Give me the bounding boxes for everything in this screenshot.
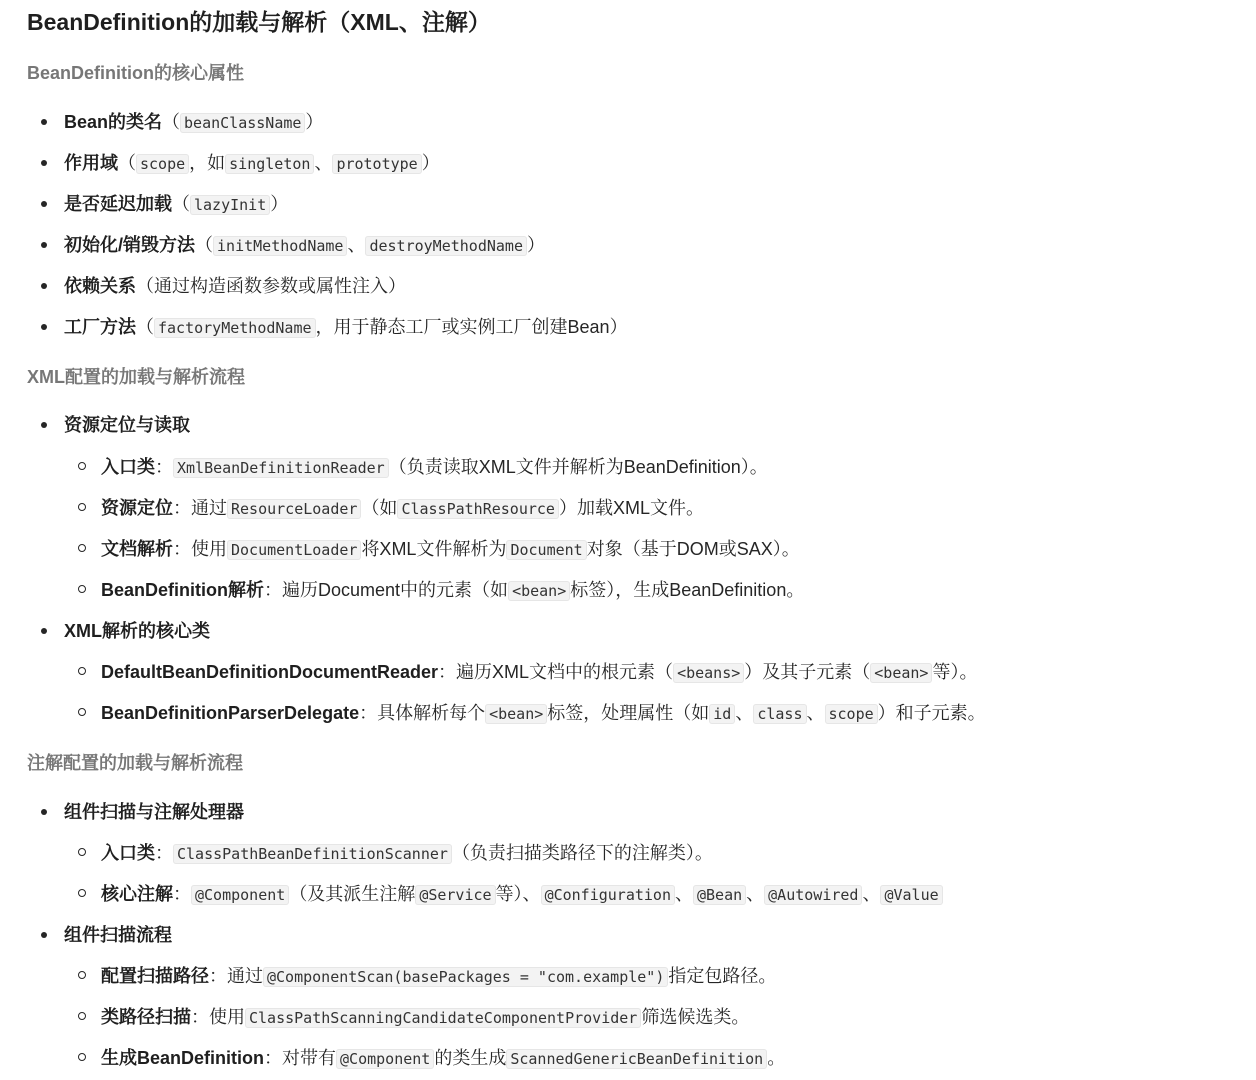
- inline-code: @Bean: [693, 885, 746, 905]
- item-text: ：通过: [173, 498, 227, 518]
- inline-code: DocumentLoader: [227, 540, 361, 560]
- item-label: 资源定位与读取: [64, 415, 190, 435]
- item-label: 依赖关系: [64, 276, 136, 296]
- item-text: 、: [862, 884, 881, 904]
- item-text: （如: [361, 498, 398, 518]
- item-text: 、: [746, 884, 765, 904]
- inline-code: id: [709, 704, 735, 724]
- inline-code: <bean>: [485, 704, 547, 724]
- inline-code: @Configuration: [541, 885, 675, 905]
- list-item: [64, 189, 288, 219]
- item-text: ：通过: [209, 966, 263, 986]
- item-label: 组件扫描与注解处理器: [64, 802, 244, 822]
- inline-code: lazyInit: [190, 195, 270, 215]
- inline-code: <bean>: [508, 581, 570, 601]
- item-label: 生成BeanDefinition: [101, 1048, 265, 1068]
- inline-code: XmlBeanDefinitionReader: [173, 458, 389, 478]
- inline-code: factoryMethodName: [154, 318, 316, 338]
- item-text: ）: [270, 194, 289, 214]
- section-heading-annotation-flow: 注解配置的加载与解析流程: [27, 753, 243, 773]
- item-text: ：对带有: [264, 1048, 337, 1068]
- inline-code: @Autowired: [764, 885, 862, 905]
- inline-code: @Component: [336, 1049, 434, 1069]
- inline-code: ClassPathResource: [397, 499, 559, 519]
- item-text: （: [118, 153, 136, 173]
- item-text: ，用于静态工厂或实例工厂创建Bean）: [315, 317, 628, 337]
- list-item: [64, 797, 244, 827]
- item-text: ：遍历Document中的元素（如: [264, 580, 509, 600]
- list-item: [101, 575, 804, 605]
- item-label: 配置扫描路径: [101, 966, 209, 986]
- item-text: 标签），生成BeanDefinition。: [570, 580, 805, 600]
- list-item: [64, 148, 440, 178]
- item-text: ）加载XML文件。: [558, 498, 704, 518]
- section-heading-core-properties: BeanDefinition的核心属性: [27, 63, 245, 83]
- list-item: [64, 312, 628, 342]
- list-item: [64, 616, 210, 646]
- item-text: 的类生成: [434, 1048, 507, 1068]
- inline-code: @ComponentScan(basePackages = "com.example"): [263, 967, 668, 987]
- item-text: ）及其子元素（: [744, 662, 871, 682]
- item-text: ：使用: [173, 539, 227, 559]
- item-label: 初始化/销毁方法: [64, 235, 196, 255]
- inline-code: Document: [506, 540, 586, 560]
- inline-code: scope: [825, 704, 878, 724]
- list-item: [101, 657, 977, 687]
- item-text: ）: [526, 235, 545, 255]
- list-item: [64, 271, 406, 301]
- item-text: （: [136, 317, 154, 337]
- item-text: 等）、: [495, 884, 541, 904]
- item-label: BeanDefinitionParserDelegate: [101, 703, 360, 723]
- item-text: 等）。: [932, 662, 978, 682]
- inline-code: initMethodName: [213, 236, 347, 256]
- item-text: 、: [806, 703, 825, 723]
- section-heading-xml-flow: XML配置的加载与解析流程: [27, 367, 245, 387]
- page-title: BeanDefinition的加载与解析（XML、注解）: [27, 9, 491, 35]
- list-item: [101, 961, 776, 991]
- list-item: [101, 1043, 785, 1073]
- item-text: ：: [155, 457, 173, 477]
- list-item: [101, 698, 986, 728]
- item-text: （: [172, 194, 190, 214]
- item-text: 标签，处理属性（如: [547, 703, 710, 723]
- inline-code: <beans>: [673, 663, 744, 683]
- list-item: [64, 410, 190, 440]
- inline-code: ClassPathBeanDefinitionScanner: [173, 844, 452, 864]
- item-label: XML解析的核心类: [64, 621, 210, 641]
- list-item: [101, 879, 943, 909]
- item-text: ，如: [189, 153, 226, 173]
- item-text: 、: [314, 153, 333, 173]
- item-text: （负责读取XML文件并解析为BeanDefinition）。: [388, 457, 768, 477]
- item-text: （: [195, 235, 214, 255]
- inline-code: singleton: [225, 154, 314, 174]
- item-label: 是否延迟加载: [64, 194, 172, 214]
- item-text: 、: [735, 703, 754, 723]
- item-text: 对象（基于DOM或SAX）。: [586, 539, 800, 559]
- inline-code: ResourceLoader: [227, 499, 361, 519]
- list-item: [101, 534, 800, 564]
- inline-code: beanClassName: [180, 113, 305, 133]
- item-text: 、: [675, 884, 693, 904]
- item-label: 类路径扫描: [101, 1007, 191, 1027]
- list-item: [101, 452, 768, 482]
- inline-code: prototype: [332, 154, 421, 174]
- item-text: ）: [421, 153, 440, 173]
- list-item: [101, 1002, 749, 1032]
- inline-code: @Service: [415, 885, 495, 905]
- list-item: [64, 107, 323, 137]
- item-text: ：使用: [191, 1007, 245, 1027]
- item-text: ）: [305, 112, 324, 132]
- inline-code: @Value: [880, 885, 942, 905]
- item-text: ）和子元素。: [877, 703, 986, 723]
- inline-code: scope: [136, 154, 189, 174]
- item-label: 作用域: [64, 153, 118, 173]
- item-text: ：具体解析每个: [359, 703, 486, 723]
- item-text: 将XML文件解析为: [361, 539, 507, 559]
- item-text: （及其派生注解: [289, 884, 416, 904]
- item-label: 组件扫描流程: [64, 925, 172, 945]
- item-label: 入口类: [101, 457, 155, 477]
- list-item: [101, 838, 713, 868]
- item-label: DefaultBeanDefinitionDocumentReader: [101, 662, 439, 682]
- item-text: 。: [767, 1048, 786, 1068]
- item-label: Bean的类名: [64, 112, 163, 132]
- item-text: （负责扫描类路径下的注解类）。: [451, 843, 713, 863]
- inline-code: ScannedGenericBeanDefinition: [506, 1049, 767, 1069]
- item-text: 、: [347, 235, 366, 255]
- item-label: BeanDefinition解析: [101, 580, 265, 600]
- inline-code: @Component: [191, 885, 289, 905]
- inline-code: ClassPathScanningCandidateComponentProvider: [245, 1008, 641, 1028]
- item-label: 核心注解: [101, 884, 173, 904]
- item-text: ：: [155, 843, 173, 863]
- list-item: [64, 230, 545, 260]
- item-label: 入口类: [101, 843, 155, 863]
- item-label: 资源定位: [101, 498, 173, 518]
- list-item: [64, 920, 172, 950]
- item-text: ：遍历XML文档中的根元素（: [438, 662, 674, 682]
- item-text: ：: [173, 884, 191, 904]
- inline-code: destroyMethodName: [365, 236, 527, 256]
- item-text: 指定包路径。: [668, 966, 777, 986]
- item-text: （: [162, 112, 181, 132]
- item-label: 文档解析: [101, 539, 173, 559]
- item-text: （通过构造函数参数或属性注入）: [136, 276, 406, 296]
- item-label: 工厂方法: [64, 317, 136, 337]
- list-item: [101, 493, 704, 523]
- item-text: 筛选候选类。: [641, 1007, 750, 1027]
- inline-code: class: [753, 704, 806, 724]
- inline-code: <bean>: [870, 663, 932, 683]
